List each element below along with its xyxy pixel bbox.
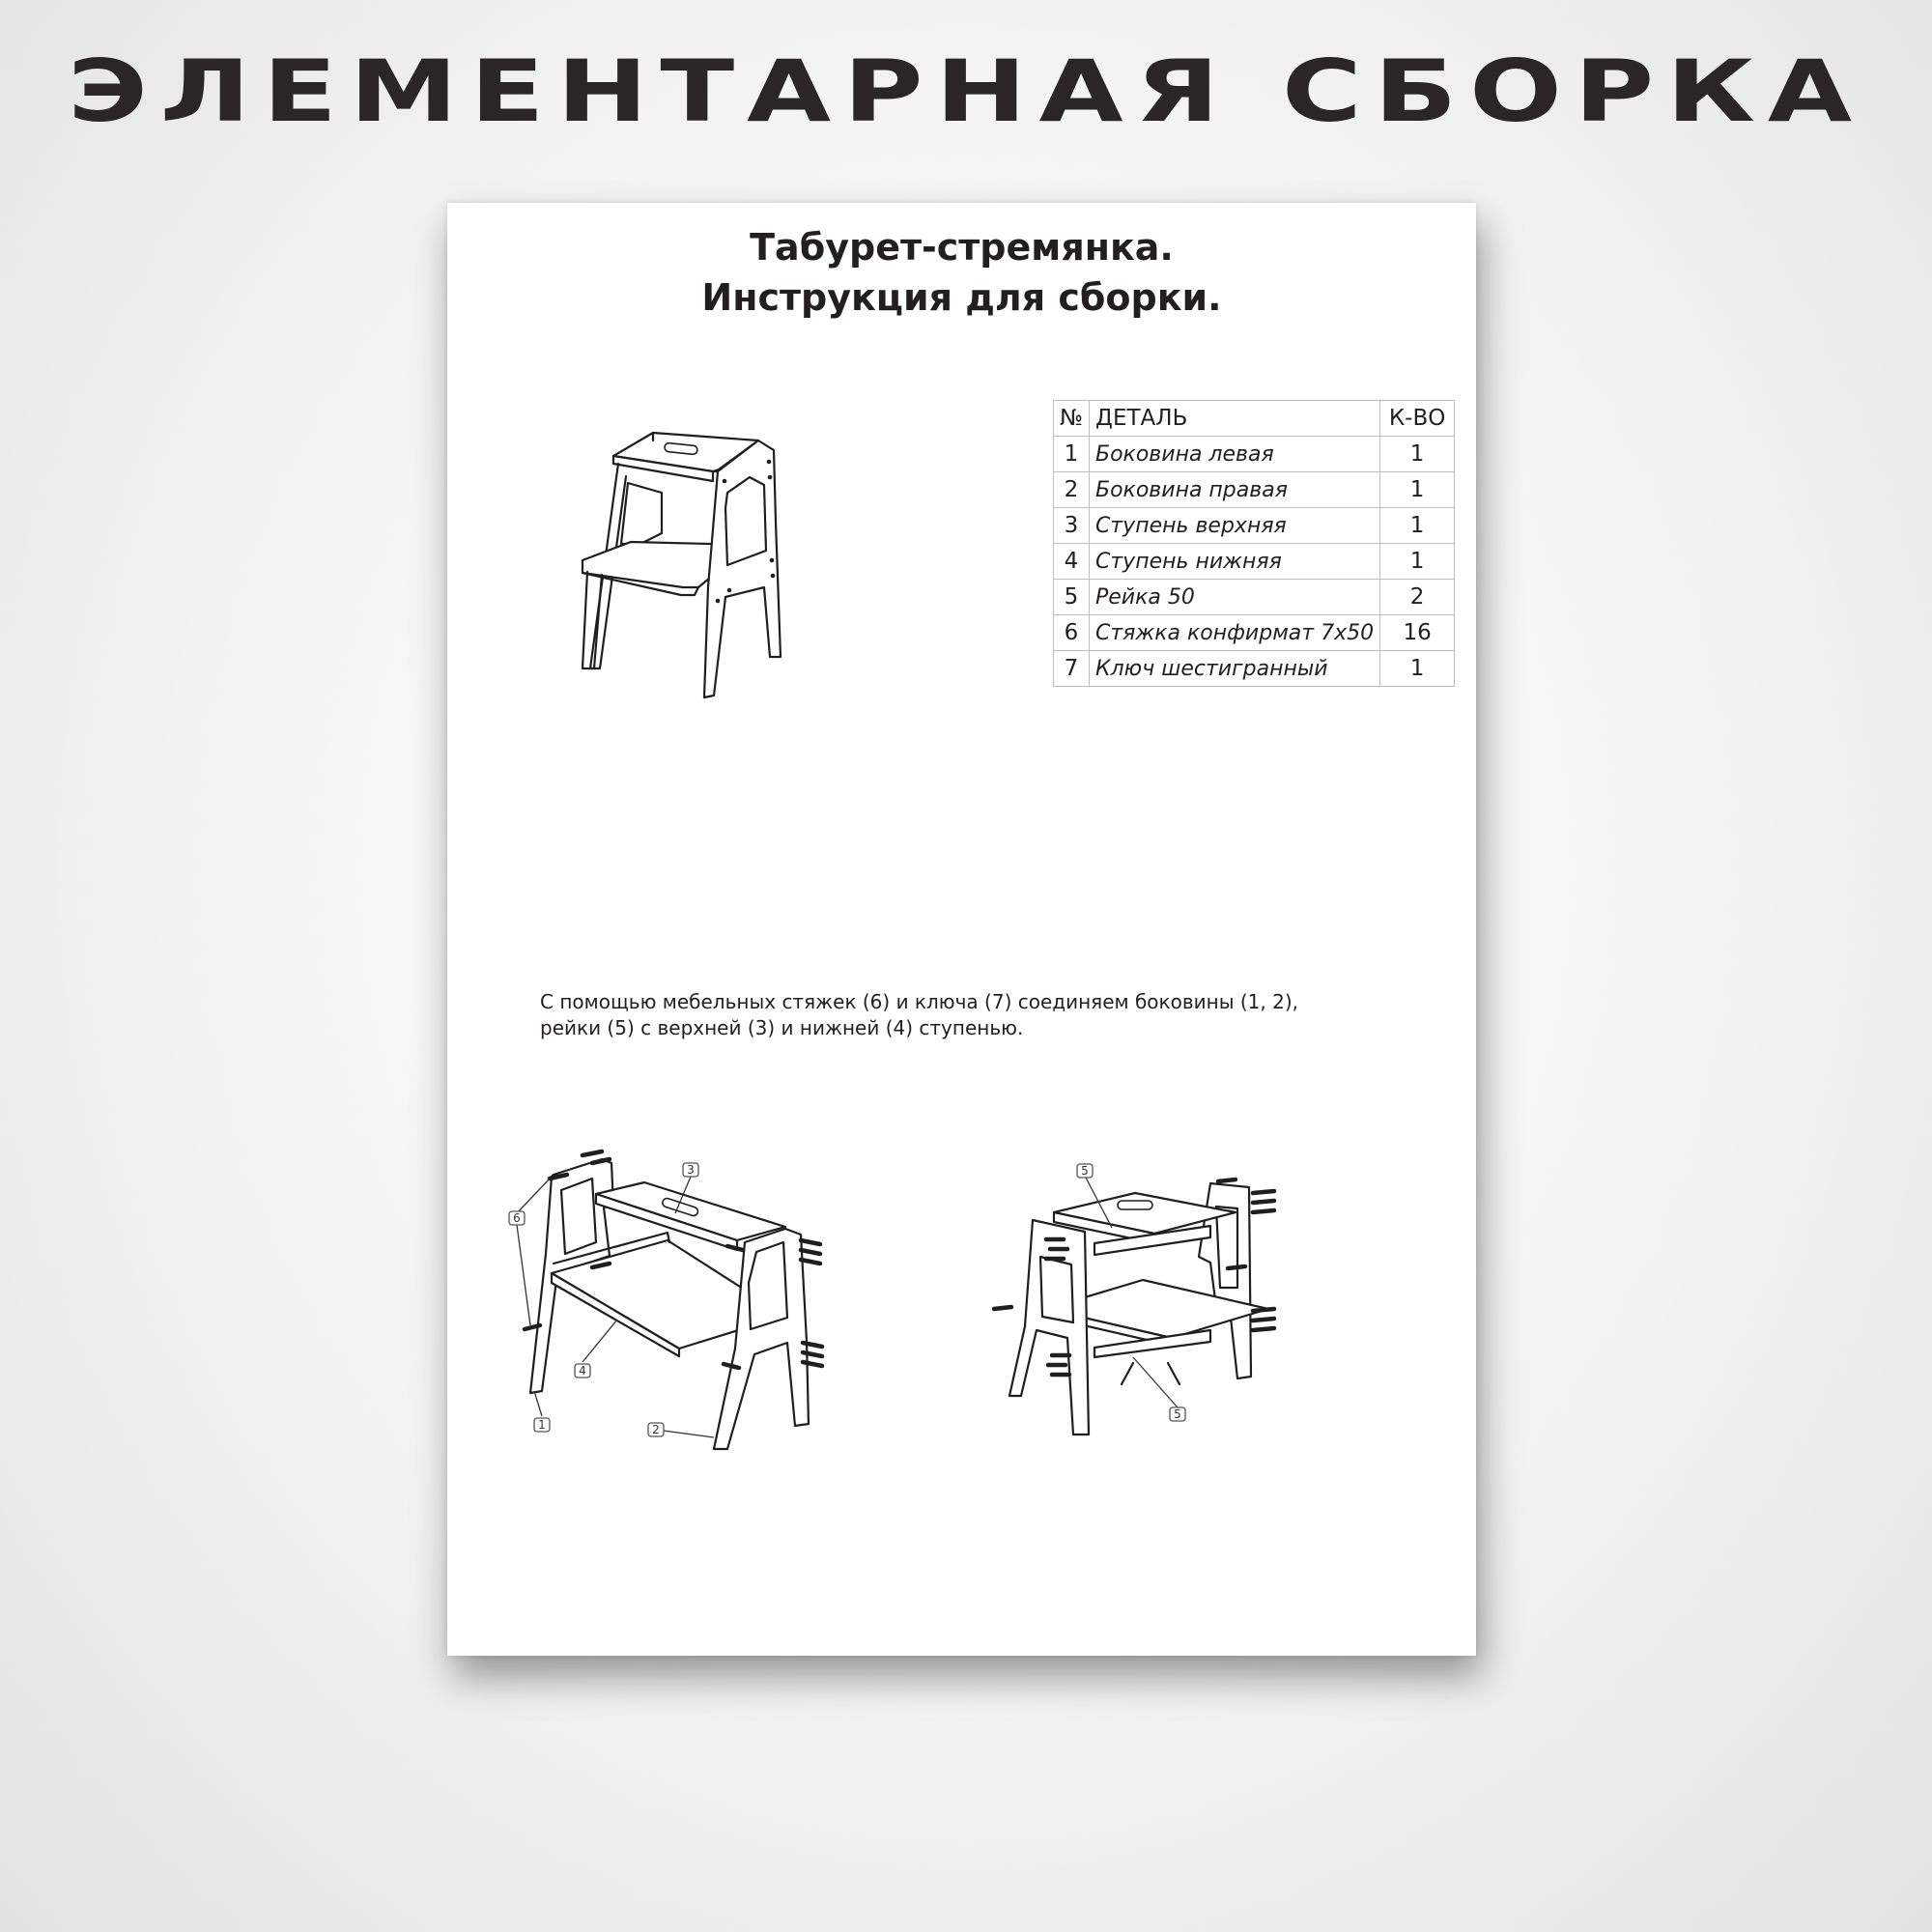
- table-row: [1054, 651, 1455, 687]
- row-name: Боковина правая: [1090, 472, 1380, 508]
- document-title: [447, 222, 1476, 323]
- header-name: ДЕТАЛЬ: [1090, 401, 1380, 437]
- callout-1: 1: [538, 1418, 546, 1432]
- document-title-line-1: Табурет-стремянка.: [750, 226, 1174, 269]
- row-no: 6: [1054, 615, 1090, 651]
- table-row: [1054, 472, 1455, 508]
- header-no: №: [1054, 401, 1090, 437]
- header-qty: К-ВО: [1380, 401, 1455, 437]
- table-row: [1054, 437, 1455, 472]
- row-no: 7: [1054, 651, 1090, 687]
- callout-3: 3: [687, 1163, 695, 1177]
- exploded-view-right: [988, 1164, 1307, 1454]
- callout-5-top: 5: [1081, 1164, 1089, 1178]
- instructions-line-1: С помощью мебельных стяжек (6) и ключа (7) соединяем боковины (1, 2),: [540, 990, 1298, 1013]
- parts-table: [1053, 400, 1455, 687]
- table-row: [1054, 615, 1455, 651]
- row-name: Ступень верхняя: [1090, 508, 1380, 544]
- callout-6: 6: [513, 1211, 521, 1225]
- row-name: Боковина левая: [1090, 437, 1380, 472]
- table-row: [1054, 544, 1455, 580]
- row-qty: 1: [1380, 508, 1455, 544]
- row-name: Ступень нижняя: [1090, 544, 1380, 580]
- row-no: 5: [1054, 580, 1090, 615]
- instructions-line-2: рейки (5) с верхней (3) и нижней (4) ступенью.: [540, 1016, 1024, 1039]
- row-qty: 2: [1380, 580, 1455, 615]
- row-name: Ключ шестигранный: [1090, 651, 1380, 687]
- row-no: 3: [1054, 508, 1090, 544]
- document-title-line-2: Инструкция для сборки.: [701, 276, 1222, 319]
- table-row: [1054, 580, 1455, 615]
- callout-4: 4: [579, 1364, 586, 1378]
- row-qty: 1: [1380, 472, 1455, 508]
- row-no: 2: [1054, 472, 1090, 508]
- row-name: Рейка 50: [1090, 580, 1380, 615]
- row-qty: 16: [1380, 615, 1455, 651]
- parts-table-header: [1054, 401, 1455, 437]
- row-no: 4: [1054, 544, 1090, 580]
- row-qty: 1: [1380, 544, 1455, 580]
- row-qty: 1: [1380, 651, 1455, 687]
- row-no: 1: [1054, 437, 1090, 472]
- callout-2: 2: [652, 1423, 660, 1436]
- instruction-sheet: [447, 203, 1476, 1656]
- page-banner-title: ЭЛЕМЕНТАРНАЯ СБОРКА: [68, 42, 1864, 141]
- callout-5-bottom: 5: [1174, 1407, 1181, 1421]
- table-row: [1054, 508, 1455, 544]
- row-qty: 1: [1380, 437, 1455, 472]
- assembly-instructions: [540, 989, 1351, 1041]
- stool-overview-drawing: [573, 415, 843, 724]
- exploded-view-left: [496, 1150, 814, 1439]
- row-name: Стяжка конфирмат 7х50: [1090, 615, 1380, 651]
